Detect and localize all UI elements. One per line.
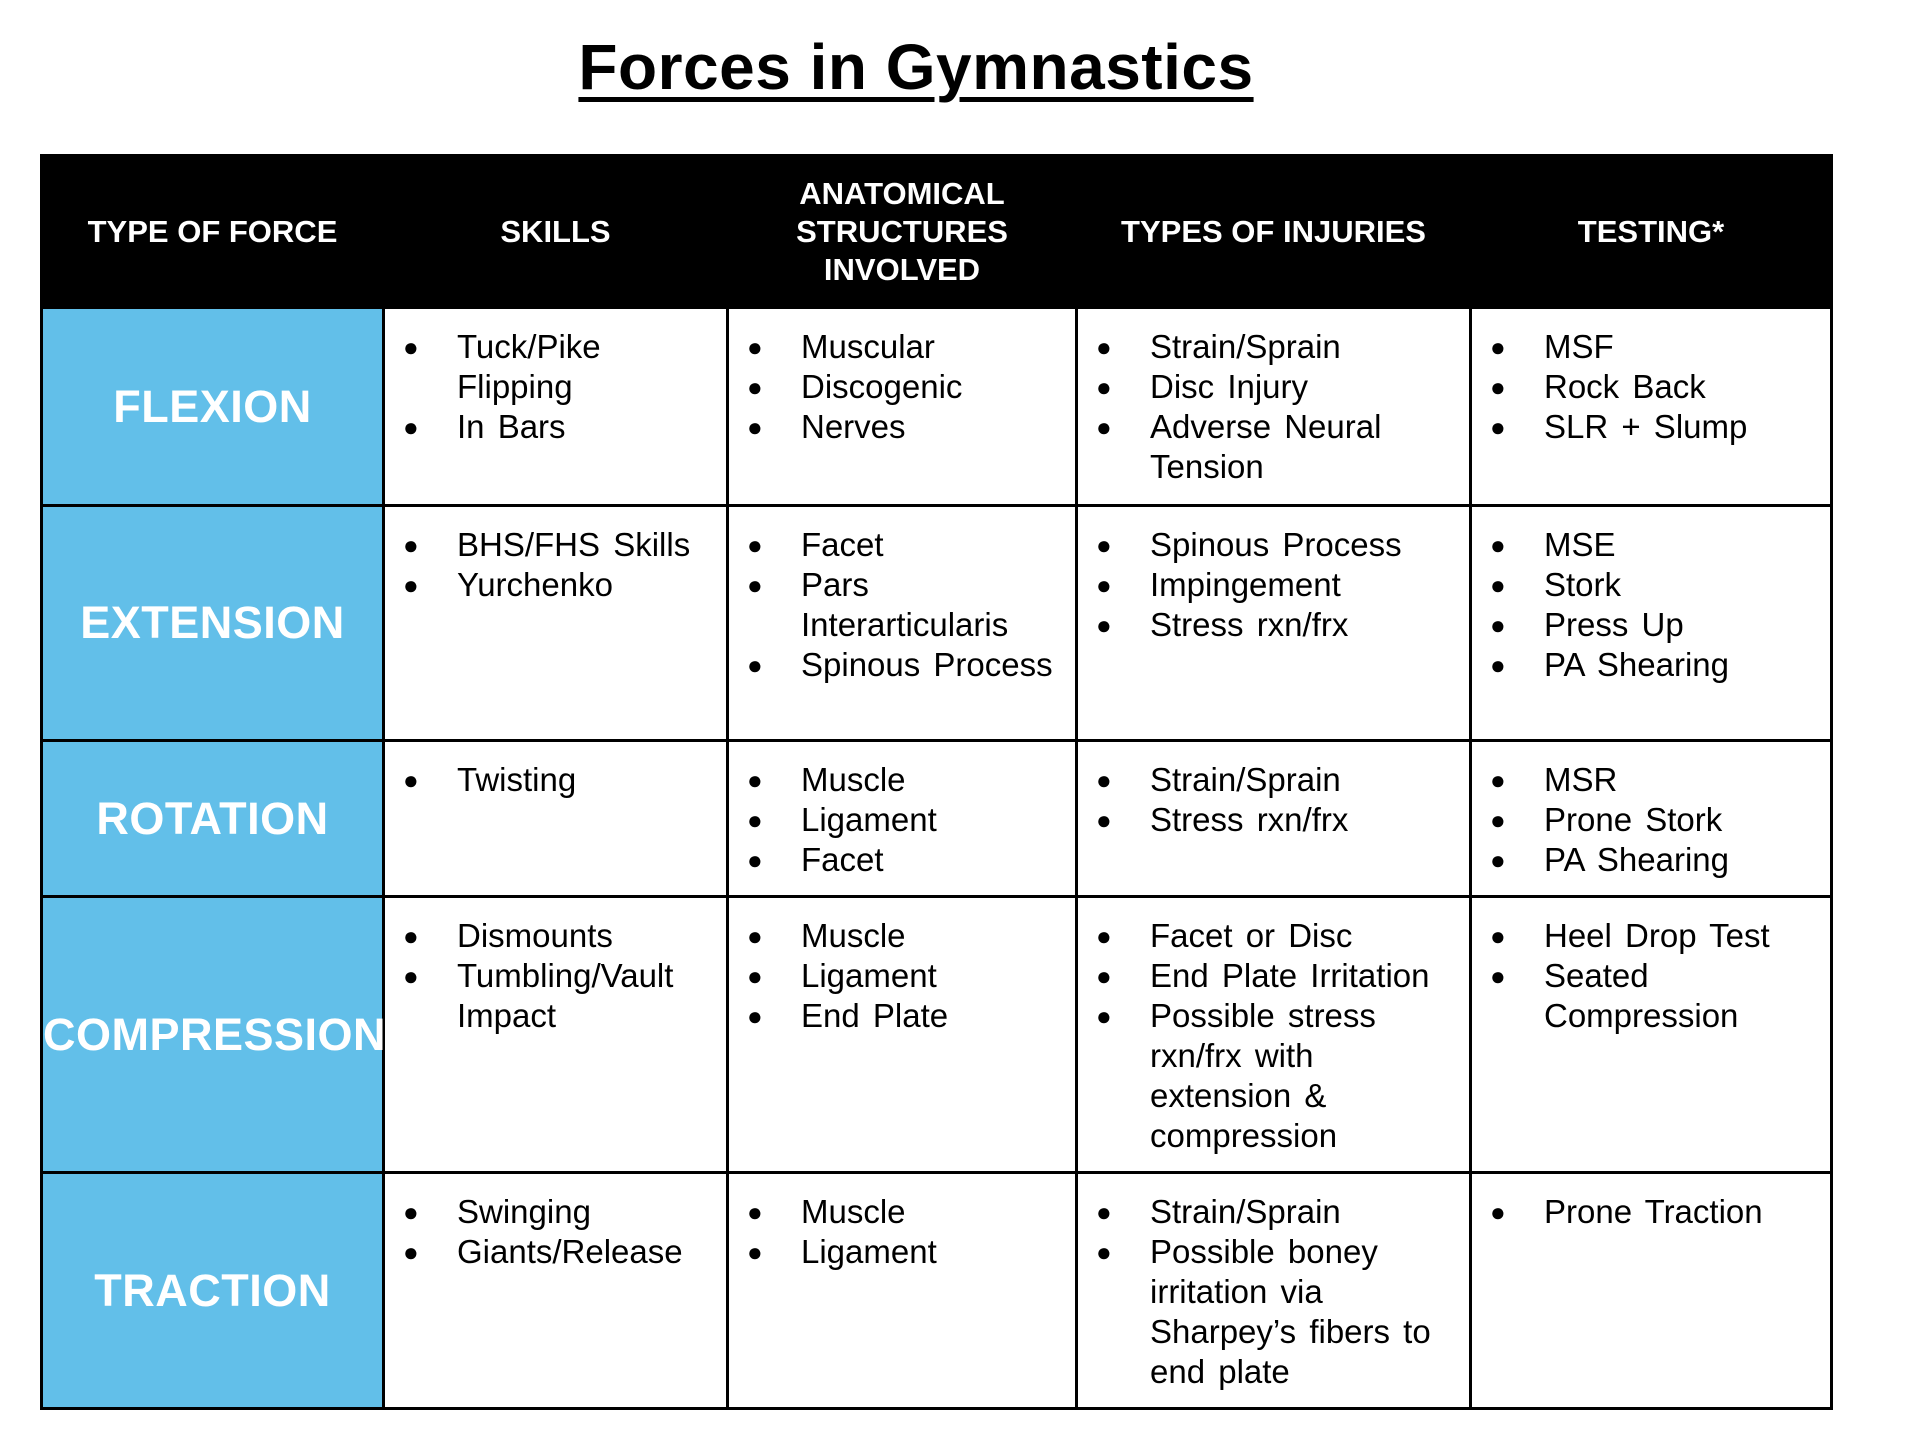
bullet-icon: ● [1490,921,1506,951]
list-item [1078,367,1459,407]
list-item-text: Rock Back [1544,368,1706,405]
list-item [385,956,716,1036]
bullet-icon: ● [1490,1197,1506,1227]
list-item-text: Heel Drop Test [1544,917,1770,954]
list-item [385,327,716,407]
bullet-icon: ● [1096,961,1112,991]
bullet-icon: ● [1096,1237,1112,1267]
list-item-text: Muscle [801,917,906,954]
list-item [1078,916,1459,956]
bullet-icon: ● [403,412,419,442]
injuries-list [1078,898,1469,1168]
bullet-icon: ● [1096,1001,1112,1031]
bullet-icon: ● [747,1001,763,1031]
list-item [1078,327,1459,367]
list-item [1472,407,1820,447]
list-item [729,916,1065,956]
list-item-text: Ligament [801,957,937,994]
bullet-icon: ● [747,650,763,680]
list-item-text: End Plate Irritation [1150,957,1430,994]
list-item [729,407,1065,447]
list-item [1472,840,1820,880]
list-item [385,916,716,956]
injuries-cell [1077,1173,1471,1409]
structures-list [729,742,1075,892]
structures-cell [728,897,1077,1173]
list-item [1078,800,1459,840]
bullet-icon: ● [403,1197,419,1227]
testing-cell [1471,897,1832,1173]
testing-cell [1471,308,1832,506]
list-item-text: PA Shearing [1544,841,1730,878]
list-item-text: Muscular [801,328,935,365]
list-item-text: Stress rxn/frx [1150,606,1349,643]
bullet-icon: ● [403,921,419,951]
bullet-icon: ● [403,570,419,600]
bullet-icon: ● [747,805,763,835]
bullet-icon: ● [1096,372,1112,402]
list-item [729,1192,1065,1232]
injuries-list [1078,507,1469,657]
page-title: Forces in Gymnastics [578,31,1254,103]
list-item [729,645,1065,685]
bullet-icon: ● [1096,332,1112,362]
list-item-text: Stork [1544,566,1622,603]
list-item-text: Tumbling/Vault Impact [457,957,674,1034]
list-item [1472,645,1820,685]
skills-list [385,309,726,459]
list-item [1472,525,1820,565]
list-item-text: Impingement [1150,566,1341,603]
list-item-text: Possible stress rxn/frx with extension & compression [1150,997,1376,1154]
list-item [385,565,716,605]
structures-list [729,1174,1075,1284]
bullet-icon: ● [1096,610,1112,640]
table-row [42,741,1832,897]
bullet-icon: ● [1490,845,1506,875]
bullet-icon: ● [1096,921,1112,951]
bullet-icon: ● [747,332,763,362]
bullet-icon: ● [1490,961,1506,991]
list-item [385,1232,716,1272]
skills-list [385,1174,726,1284]
bullet-icon: ● [1096,570,1112,600]
list-item [1472,327,1820,367]
list-item-text: In Bars [457,408,566,445]
list-item [1472,956,1820,1036]
skills-cell [384,506,728,741]
bullet-icon: ● [403,961,419,991]
bullet-icon: ● [1096,412,1112,442]
list-item-text: Spinous Process [1150,526,1402,563]
list-item-text: Ligament [801,1233,937,1270]
bullet-icon: ● [747,530,763,560]
list-item [1078,525,1459,565]
injuries-cell [1077,741,1471,897]
list-item [385,760,716,800]
list-item-text: Yurchenko [457,566,613,603]
header-anatomical-structures: ANATOMICAL STRUCTURES INVOLVED [728,156,1077,308]
list-item-text: Strain/Sprain [1150,328,1341,365]
testing-list [1472,898,1830,1048]
structures-cell [728,506,1077,741]
list-item-text: Press Up [1544,606,1684,643]
bullet-icon: ● [1490,332,1506,362]
bullet-icon: ● [403,1237,419,1267]
list-item-text: Swinging [457,1193,591,1230]
table-row [42,897,1832,1173]
list-item-text: Spinous Process [801,646,1053,683]
table-row [42,308,1832,506]
header-type-of-force: TYPE OF FORCE [42,156,384,308]
list-item-text: Facet [801,841,884,878]
list-item-text: Pars Interarticularis [801,566,1009,643]
list-item-text: Strain/Sprain [1150,1193,1341,1230]
list-item [1472,1192,1820,1232]
skills-cell [384,308,728,506]
forces-table [40,154,1833,1410]
list-item-text: End Plate [801,997,949,1034]
bullet-icon: ● [1490,530,1506,560]
list-item [1078,956,1459,996]
force-type-cell: FLEXION [42,308,384,506]
list-item-text: Prone Traction [1544,1193,1763,1230]
header-testing: TESTING* [1471,156,1832,308]
bullet-icon: ● [403,765,419,795]
list-item-text: Possible boney irritation via Sharpey’s fibers to end plate [1150,1233,1431,1390]
bullet-icon: ● [1490,805,1506,835]
testing-list [1472,1174,1830,1244]
skills-cell [384,1173,728,1409]
testing-cell [1471,1173,1832,1409]
list-item-text: Ligament [801,801,937,838]
list-item-text: Twisting [457,761,577,798]
list-item [729,1232,1065,1272]
list-item [1472,916,1820,956]
injuries-cell [1077,897,1471,1173]
list-item [729,525,1065,565]
list-item-text: PA Shearing [1544,646,1730,683]
list-item-text: Dismounts [457,917,613,954]
list-item [1078,1232,1459,1392]
list-item [1078,407,1459,487]
skills-list [385,898,726,1048]
list-item-text: Seated Compression [1544,957,1739,1034]
structures-cell [728,308,1077,506]
bullet-icon: ● [747,1237,763,1267]
list-item [1078,605,1459,645]
bullet-icon: ● [1490,412,1506,442]
table-row [42,1173,1832,1409]
bullet-icon: ● [403,530,419,560]
list-item [1472,760,1820,800]
list-item-text: BHS/FHS Skills [457,526,691,563]
bullet-icon: ● [1490,765,1506,795]
list-item [1078,760,1459,800]
structures-cell [728,1173,1077,1409]
list-item-text: MSF [1544,328,1614,365]
list-item-text: MSR [1544,761,1618,798]
list-item [1078,565,1459,605]
list-item-text: Stress rxn/frx [1150,801,1349,838]
bullet-icon: ● [747,765,763,795]
bullet-icon: ● [747,961,763,991]
list-item-text: Muscle [801,1193,906,1230]
injuries-list [1078,309,1469,499]
list-item [1472,565,1820,605]
list-item [729,956,1065,996]
structures-list [729,507,1075,697]
force-type-cell: ROTATION [42,741,384,897]
bullet-icon: ● [747,845,763,875]
list-item-text: SLR + Slump [1544,408,1748,445]
header-row [42,156,1832,308]
bullet-icon: ● [747,921,763,951]
list-item-text: Adverse Neural Tension [1150,408,1382,485]
bullet-icon: ● [747,412,763,442]
list-item-text: Disc Injury [1150,368,1309,405]
bullet-icon: ● [1490,610,1506,640]
bullet-icon: ● [1490,650,1506,680]
bullet-icon: ● [1096,765,1112,795]
bullet-icon: ● [747,1197,763,1227]
list-item [1078,1192,1459,1232]
list-item-text: Facet [801,526,884,563]
list-item-text: Muscle [801,761,906,798]
bullet-icon: ● [747,372,763,402]
skills-cell [384,741,728,897]
list-item-text: Discogenic [801,368,963,405]
list-item [385,1192,716,1232]
list-item-text: Prone Stork [1544,801,1723,838]
bullet-icon: ● [1490,372,1506,402]
structures-list [729,898,1075,1048]
testing-cell [1471,506,1832,741]
list-item [729,996,1065,1036]
list-item [729,800,1065,840]
list-item-text: Strain/Sprain [1150,761,1341,798]
list-item-text: Facet or Disc [1150,917,1353,954]
testing-list [1472,309,1830,459]
skills-list [385,742,726,812]
force-type-cell: EXTENSION [42,506,384,741]
bullet-icon: ● [1096,805,1112,835]
bullet-icon: ● [403,332,419,362]
list-item [1472,605,1820,645]
list-item [1472,800,1820,840]
testing-cell [1471,741,1832,897]
header-skills: SKILLS [384,156,728,308]
injuries-cell [1077,308,1471,506]
structures-list [729,309,1075,459]
skills-cell [384,897,728,1173]
list-item-text: MSE [1544,526,1616,563]
list-item [729,760,1065,800]
list-item [729,327,1065,367]
structures-cell [728,741,1077,897]
force-type-cell: TRACTION [42,1173,384,1409]
list-item-text: Nerves [801,408,906,445]
bullet-icon: ● [747,570,763,600]
list-item-text: Tuck/Pike Flipping [457,328,601,405]
injuries-list [1078,742,1469,852]
table-row [42,506,1832,741]
injuries-cell [1077,506,1471,741]
list-item [385,525,716,565]
testing-list [1472,742,1830,892]
list-item [729,367,1065,407]
list-item [1472,367,1820,407]
list-item-text: Giants/Release [457,1233,683,1270]
skills-list [385,507,726,617]
bullet-icon: ● [1096,530,1112,560]
list-item [729,565,1065,645]
bullet-icon: ● [1096,1197,1112,1227]
bullet-icon: ● [1490,570,1506,600]
force-type-cell: COMPRESSION [42,897,384,1173]
list-item [1078,996,1459,1156]
list-item [729,840,1065,880]
list-item [385,407,716,447]
injuries-list [1078,1174,1469,1404]
header-types-of-injuries: TYPES OF INJURIES [1077,156,1471,308]
testing-list [1472,507,1830,697]
